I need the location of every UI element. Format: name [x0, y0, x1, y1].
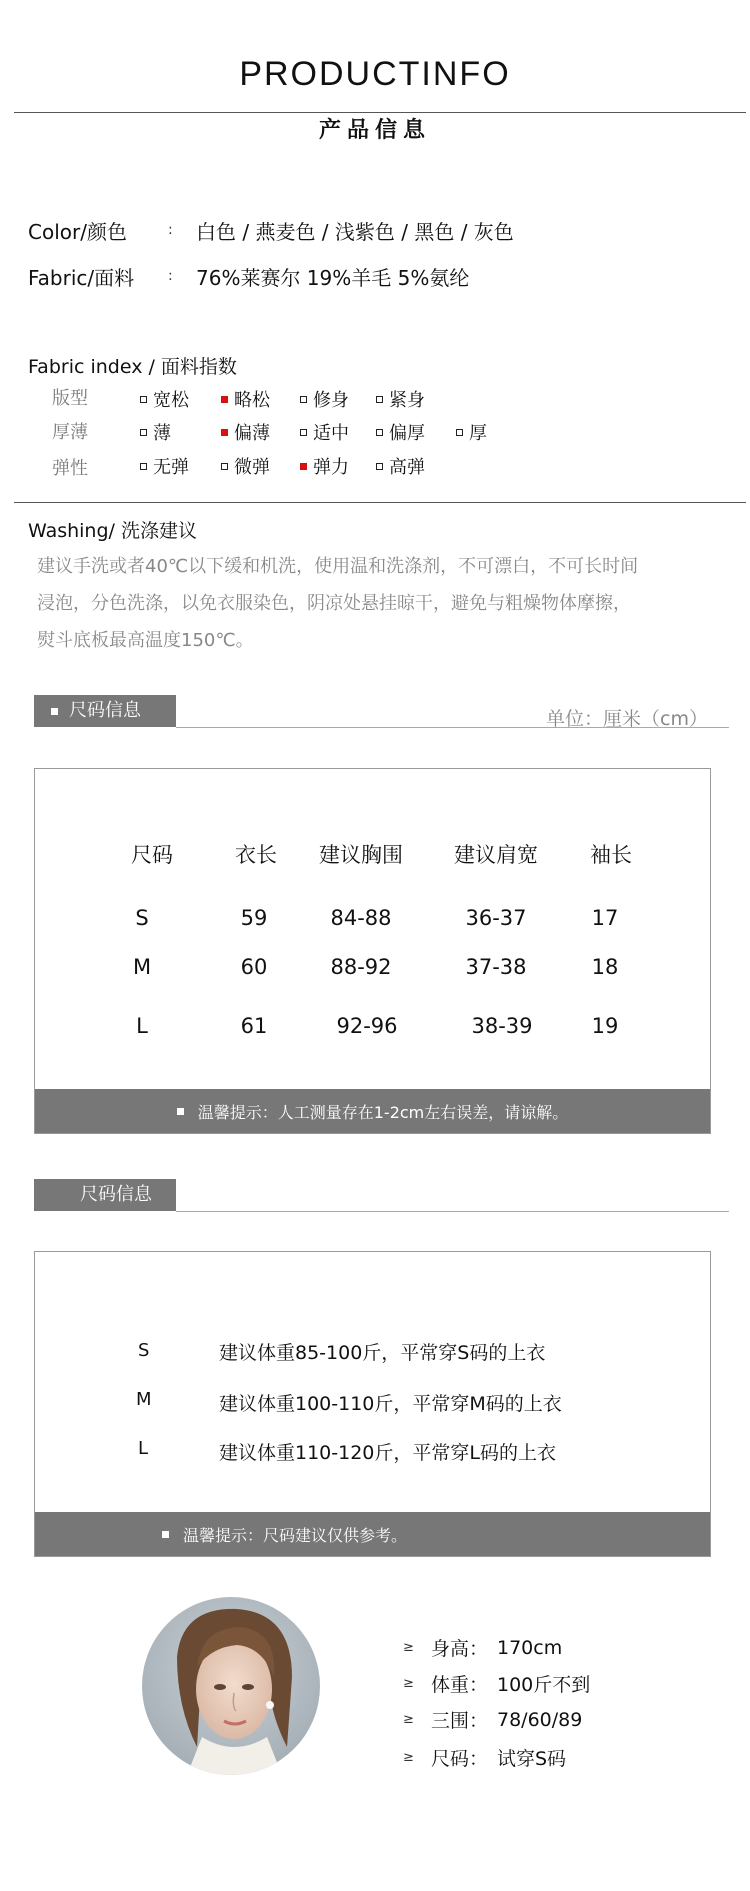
elasticity-label: 弹性 [52, 458, 88, 479]
table-header: 建议胸围 [319, 843, 403, 867]
thickness-option-slightly-thick: 偏厚 [376, 419, 425, 445]
section-divider [14, 502, 746, 503]
fabric-value: 76%莱赛尔 19%羊毛 5%氨纶 [196, 266, 470, 290]
fabric-colon: : [168, 268, 173, 284]
checkbox-icon [376, 429, 383, 436]
checkbox-icon [140, 429, 147, 436]
rec-size-label: M [136, 1389, 152, 1410]
bullet-icon [162, 1531, 169, 1538]
chevron-right-icon: ≥ [403, 1712, 414, 1727]
fit-option-slim: 修身 [300, 386, 349, 412]
checkbox-icon [140, 463, 147, 470]
checkbox-icon [456, 429, 463, 436]
table-header: 袖长 [590, 843, 632, 867]
table-cell: 17 [591, 906, 619, 930]
elasticity-option-high: 高弹 [376, 453, 425, 479]
checkbox-icon [300, 396, 307, 403]
washing-text [37, 548, 742, 659]
thickness-label: 厚薄 [52, 422, 88, 443]
checkbox-checked-icon [221, 396, 228, 403]
table-cell: 37-38 [465, 955, 527, 979]
fabric-label: Fabric/面料 [28, 266, 135, 290]
rec-size-text: 建议体重110-120斤，平常穿L码的上衣 [219, 1442, 556, 1464]
table-cell: 60 [240, 955, 268, 979]
model-weight: ≥ 体重： 100斤不到 [403, 1674, 591, 1696]
model-measurements: ≥ 三围： 78/60/89 [403, 1708, 583, 1732]
model-photo [142, 1597, 320, 1775]
checkbox-icon [376, 463, 383, 470]
table-cell: 59 [240, 906, 268, 930]
table-cell: 84-88 [330, 906, 392, 930]
table-header: 建议肩宽 [454, 843, 538, 867]
thickness-option-thin: 薄 [140, 419, 171, 445]
fabric-index-title: Fabric index / 面料指数 [28, 356, 237, 378]
size-info-tag: 尺码信息 [34, 695, 176, 727]
table-header: 衣长 [235, 843, 277, 867]
rec-tip-bar: 温馨提示：尺码建议仅供参考。 [35, 1512, 710, 1556]
checkbox-icon [376, 396, 383, 403]
elasticity-option-none: 无弹 [140, 453, 189, 479]
rec-size-text: 建议体重100-110斤，平常穿M码的上衣 [219, 1393, 562, 1415]
color-colon: : [168, 222, 173, 238]
size-unit: 单位：厘米（cm） [546, 708, 708, 730]
checkbox-checked-icon [221, 429, 228, 436]
thickness-option-slightly-thin: 偏薄 [221, 419, 270, 445]
thickness-option-medium: 适中 [300, 419, 349, 445]
table-cell: 92-96 [336, 1014, 398, 1038]
model-portrait-image [142, 1597, 320, 1775]
table-cell: 88-92 [330, 955, 392, 979]
chevron-right-icon: ≥ [403, 1676, 414, 1691]
bullet-icon [177, 1108, 184, 1115]
table-cell: L [136, 1014, 148, 1038]
size-rec-box [34, 1251, 711, 1557]
fit-option-slightly-loose: 略松 [221, 386, 270, 412]
size-table [34, 768, 711, 1134]
model-height: ≥ 身高： 170cm [403, 1636, 563, 1660]
chevron-right-icon: ≥ [403, 1750, 414, 1765]
table-cell: 38-39 [471, 1014, 533, 1038]
color-label: Color/颜色 [28, 220, 127, 244]
table-cell: 19 [591, 1014, 619, 1038]
fit-option-tight: 紧身 [376, 386, 425, 412]
chevron-right-icon: ≥ [403, 1640, 414, 1655]
table-cell: 61 [240, 1014, 268, 1038]
washing-line: 浸泡，分色洗涤，以免衣服染色，阴凉处悬挂晾干，避免与粗燥物体摩擦， [37, 593, 631, 614]
rec-size-label: L [138, 1438, 149, 1459]
checkbox-icon [300, 429, 307, 436]
table-header: 尺码 [131, 843, 173, 867]
table-cell: S [135, 906, 149, 930]
rec-size-text: 建议体重85-100斤，平常穿S码的上衣 [219, 1342, 546, 1364]
size-tip-bar: 温馨提示：人工测量存在1-2cm左右误差，请谅解。 [35, 1089, 710, 1133]
table-cell: 36-37 [465, 906, 527, 930]
checkbox-icon [140, 396, 147, 403]
rec-size-label: S [138, 1340, 150, 1361]
thickness-option-thick: 厚 [456, 419, 487, 445]
size-rec-tag: 尺码信息 [34, 1179, 176, 1211]
table-cell: M [132, 955, 152, 979]
fit-option-loose: 宽松 [140, 386, 189, 412]
bullet-icon [51, 708, 58, 715]
checkbox-checked-icon [300, 463, 307, 470]
fit-label: 版型 [52, 388, 88, 409]
page-title-cn: 产品信息 [318, 118, 431, 143]
color-value: 白色 / 燕麦色 / 浅紫色 / 黑色 / 灰色 [196, 220, 514, 244]
model-size: ≥ 尺码： 试穿S码 [403, 1748, 567, 1770]
table-cell: 18 [591, 955, 619, 979]
elasticity-option-stretch: 弹力 [300, 453, 349, 479]
checkbox-icon [221, 463, 228, 470]
washing-line: 熨斗底板最高温度150℃。 [37, 630, 254, 651]
page-title-en: PRODUCTINFO [239, 55, 511, 93]
washing-line: 建议手洗或者40℃以下缓和机洗，使用温和洗涤剂，不可漂白，不可长时间 [37, 556, 639, 577]
elasticity-option-slight: 微弹 [221, 453, 270, 479]
size-rec-line [176, 1211, 729, 1212]
washing-title: Washing/ 洗涤建议 [28, 520, 197, 542]
